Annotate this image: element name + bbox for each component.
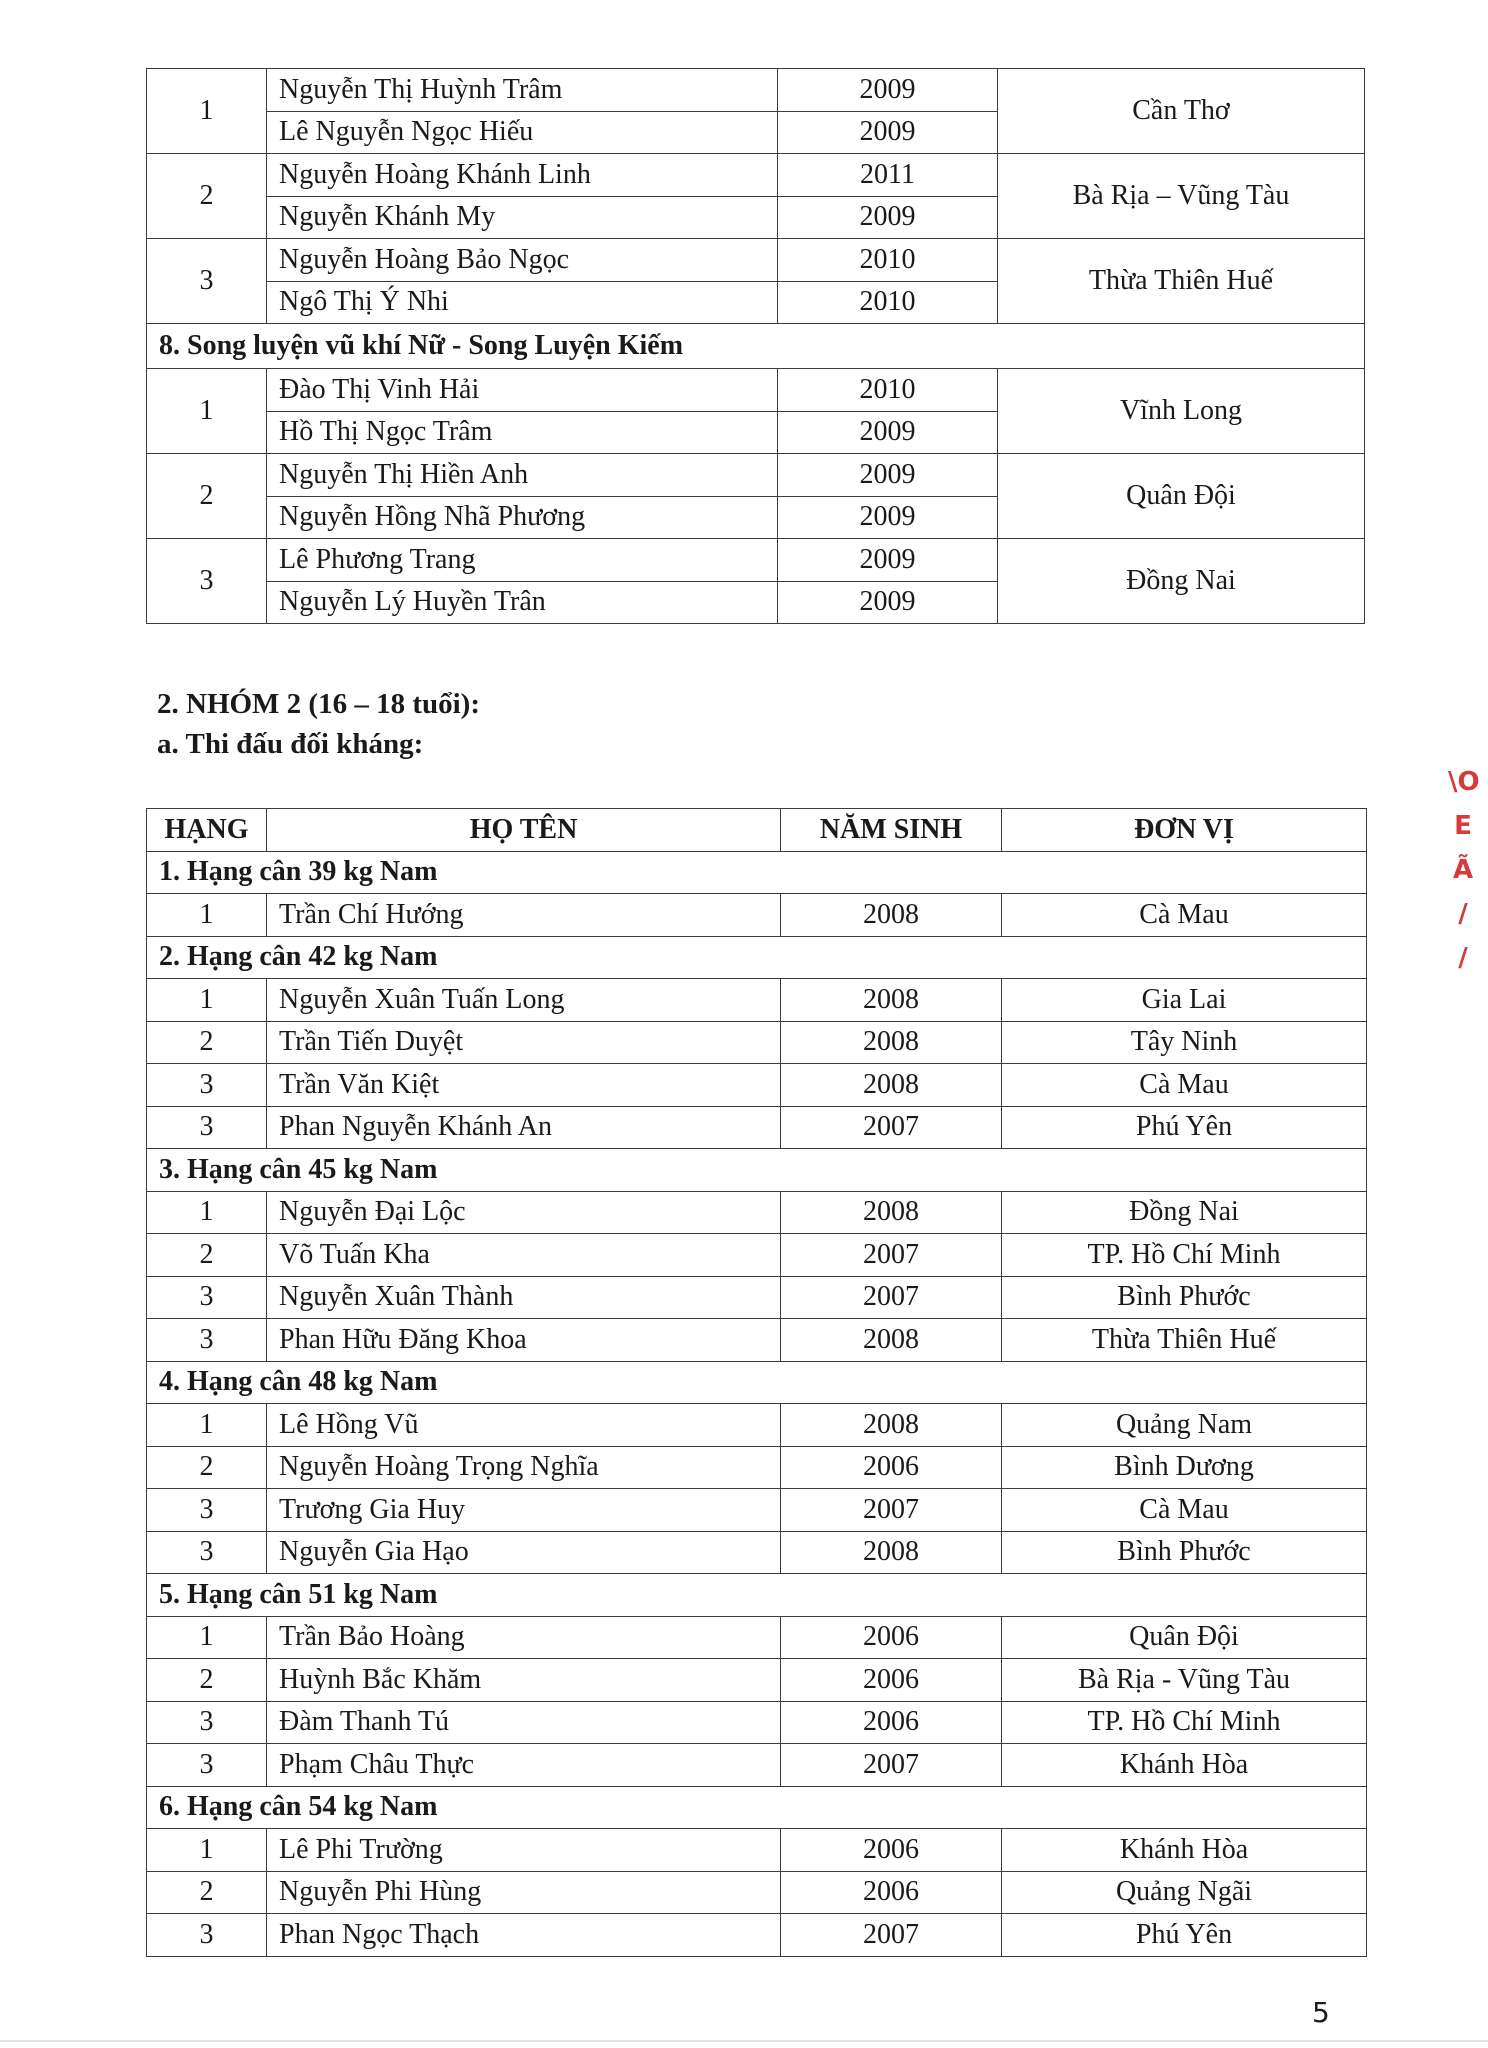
rank-cell: 3 bbox=[147, 539, 267, 624]
athlete-name: Lê Hồng Vũ bbox=[267, 1404, 781, 1447]
table-row bbox=[147, 894, 1367, 937]
athlete-name: Trương Gia Huy bbox=[267, 1489, 781, 1532]
results-table-group2-body bbox=[147, 851, 1367, 1956]
unit-cell: Gia Lai bbox=[1002, 979, 1367, 1022]
athlete-name: Nguyễn Khánh My bbox=[267, 196, 778, 239]
rank-cell: 2 bbox=[147, 1446, 267, 1489]
rank-cell: 3 bbox=[147, 1276, 267, 1319]
athlete-name: Lê Phương Trang bbox=[267, 539, 778, 582]
rank-cell: 3 bbox=[147, 1064, 267, 1107]
athlete-name: Nguyễn Đại Lộc bbox=[267, 1191, 781, 1234]
birth-year: 2008 bbox=[781, 979, 1002, 1022]
table-row bbox=[147, 1829, 1367, 1872]
stamp-glyph: E bbox=[1454, 811, 1472, 841]
birth-year: 2008 bbox=[781, 1531, 1002, 1574]
unit-cell: Bà Rịa - Vũng Tàu bbox=[1002, 1659, 1367, 1702]
athlete-name: Nguyễn Lý Huyền Trân bbox=[267, 581, 778, 624]
unit-cell: Cà Mau bbox=[1002, 894, 1367, 937]
birth-year: 2006 bbox=[781, 1829, 1002, 1872]
athlete-name: Lê Phi Trường bbox=[267, 1829, 781, 1872]
athlete-name: Nguyễn Thị Hiền Anh bbox=[267, 454, 778, 497]
rank-cell: 2 bbox=[147, 1659, 267, 1702]
results-table-group2 bbox=[146, 808, 1367, 1957]
rank-cell: 1 bbox=[147, 1191, 267, 1234]
birth-year: 2006 bbox=[781, 1871, 1002, 1914]
unit-cell: Đồng Nai bbox=[1002, 1191, 1367, 1234]
birth-year: 2006 bbox=[781, 1446, 1002, 1489]
athlete-name: Nguyễn Xuân Thành bbox=[267, 1276, 781, 1319]
birth-year: 2009 bbox=[778, 69, 998, 112]
header-year: NĂM SINH bbox=[781, 809, 1002, 852]
section-row bbox=[147, 851, 1367, 894]
birth-year: 2006 bbox=[781, 1701, 1002, 1744]
red-margin-stamp bbox=[1448, 760, 1478, 980]
section-row bbox=[147, 324, 1365, 369]
unit-cell: Thừa Thiên Huế bbox=[998, 239, 1365, 324]
athlete-name: Trần Chí Hướng bbox=[267, 894, 781, 937]
section-row bbox=[147, 1149, 1367, 1192]
rank-cell: 2 bbox=[147, 1234, 267, 1277]
unit-cell: TP. Hồ Chí Minh bbox=[1002, 1234, 1367, 1277]
athlete-name: Ngô Thị Ý Nhi bbox=[267, 281, 778, 324]
athlete-name: Nguyễn Hoàng Trọng Nghĩa bbox=[267, 1446, 781, 1489]
section-title: 5. Hạng cân 51 kg Nam bbox=[147, 1574, 1367, 1617]
table-row bbox=[147, 1106, 1367, 1149]
table-row bbox=[147, 1064, 1367, 1107]
rank-cell: 2 bbox=[147, 454, 267, 539]
unit-cell: Quảng Ngãi bbox=[1002, 1871, 1367, 1914]
table-row bbox=[147, 1191, 1367, 1234]
rank-cell: 3 bbox=[147, 1701, 267, 1744]
athlete-name: Nguyễn Gia Hạo bbox=[267, 1531, 781, 1574]
birth-year: 2008 bbox=[781, 1064, 1002, 1107]
stamp-glyph: / bbox=[1458, 943, 1468, 973]
table-row bbox=[147, 539, 1365, 582]
section-row bbox=[147, 1361, 1367, 1404]
group-heading: 2. NHÓM 2 (16 – 18 tuổi): bbox=[157, 688, 480, 720]
birth-year: 2009 bbox=[778, 496, 998, 539]
table-row bbox=[147, 1616, 1367, 1659]
rank-cell: 3 bbox=[147, 1106, 267, 1149]
birth-year: 2009 bbox=[778, 581, 998, 624]
page-bottom-rule bbox=[0, 2040, 1488, 2042]
unit-cell: Bình Dương bbox=[1002, 1446, 1367, 1489]
athlete-name: Nguyễn Hồng Nhã Phương bbox=[267, 496, 778, 539]
birth-year: 2009 bbox=[778, 111, 998, 154]
results-table-continued-body bbox=[147, 69, 1365, 624]
rank-cell: 3 bbox=[147, 1319, 267, 1362]
birth-year: 2006 bbox=[781, 1616, 1002, 1659]
birth-year: 2007 bbox=[781, 1914, 1002, 1957]
unit-cell: Quân Đội bbox=[1002, 1616, 1367, 1659]
rank-cell: 1 bbox=[147, 1829, 267, 1872]
unit-cell: Vĩnh Long bbox=[998, 369, 1365, 454]
birth-year: 2007 bbox=[781, 1489, 1002, 1532]
stamp-glyph: \O bbox=[1448, 767, 1480, 797]
birth-year: 2008 bbox=[781, 1021, 1002, 1064]
table-row bbox=[147, 979, 1367, 1022]
birth-year: 2008 bbox=[781, 1191, 1002, 1234]
results-table-continued bbox=[146, 68, 1365, 624]
unit-cell: Cần Thơ bbox=[998, 69, 1365, 154]
athlete-name: Đào Thị Vinh Hải bbox=[267, 369, 778, 412]
birth-year: 2010 bbox=[778, 281, 998, 324]
unit-cell: Đồng Nai bbox=[998, 539, 1365, 624]
table-row bbox=[147, 1489, 1367, 1532]
athlete-name: Trần Tiến Duyệt bbox=[267, 1021, 781, 1064]
rank-cell: 2 bbox=[147, 1871, 267, 1914]
athlete-name: Lê Nguyễn Ngọc Hiếu bbox=[267, 111, 778, 154]
table-row bbox=[147, 1276, 1367, 1319]
stamp-glyph: / bbox=[1458, 899, 1468, 929]
athlete-name: Nguyễn Thị Huỳnh Trâm bbox=[267, 69, 778, 112]
header-unit: ĐƠN VỊ bbox=[1002, 809, 1367, 852]
athlete-name: Nguyễn Hoàng Bảo Ngọc bbox=[267, 239, 778, 282]
birth-year: 2006 bbox=[781, 1659, 1002, 1702]
unit-cell: Quảng Nam bbox=[1002, 1404, 1367, 1447]
unit-cell: Bà Rịa – Vũng Tàu bbox=[998, 154, 1365, 239]
section-title: 3. Hạng cân 45 kg Nam bbox=[147, 1149, 1367, 1192]
table-row bbox=[147, 69, 1365, 112]
table-row bbox=[147, 1319, 1367, 1362]
birth-year: 2011 bbox=[778, 154, 998, 197]
section-title: 4. Hạng cân 48 kg Nam bbox=[147, 1361, 1367, 1404]
unit-cell: Khánh Hòa bbox=[1002, 1829, 1367, 1872]
birth-year: 2009 bbox=[778, 411, 998, 454]
section-title: 6. Hạng cân 54 kg Nam bbox=[147, 1786, 1367, 1829]
birth-year: 2010 bbox=[778, 369, 998, 412]
header-name: HỌ TÊN bbox=[267, 809, 781, 852]
birth-year: 2008 bbox=[781, 1404, 1002, 1447]
table-row bbox=[147, 154, 1365, 197]
birth-year: 2007 bbox=[781, 1234, 1002, 1277]
rank-cell: 1 bbox=[147, 69, 267, 154]
table-row bbox=[147, 1871, 1367, 1914]
rank-cell: 1 bbox=[147, 979, 267, 1022]
athlete-name: Huỳnh Bắc Khăm bbox=[267, 1659, 781, 1702]
table-row bbox=[147, 1404, 1367, 1447]
rank-cell: 3 bbox=[147, 1489, 267, 1532]
athlete-name: Nguyễn Hoàng Khánh Linh bbox=[267, 154, 778, 197]
athlete-name: Đàm Thanh Tú bbox=[267, 1701, 781, 1744]
athlete-name: Trần Văn Kiệt bbox=[267, 1064, 781, 1107]
birth-year: 2008 bbox=[781, 1319, 1002, 1362]
table-row bbox=[147, 1701, 1367, 1744]
unit-cell: Phú Yên bbox=[1002, 1106, 1367, 1149]
table-row bbox=[147, 1446, 1367, 1489]
athlete-name: Võ Tuấn Kha bbox=[267, 1234, 781, 1277]
unit-cell: TP. Hồ Chí Minh bbox=[1002, 1701, 1367, 1744]
athlete-name: Phan Ngọc Thạch bbox=[267, 1914, 781, 1957]
athlete-name: Nguyễn Phi Hùng bbox=[267, 1871, 781, 1914]
rank-cell: 3 bbox=[147, 1914, 267, 1957]
birth-year: 2010 bbox=[778, 239, 998, 282]
rank-cell: 1 bbox=[147, 1616, 267, 1659]
birth-year: 2009 bbox=[778, 196, 998, 239]
birth-year: 2009 bbox=[778, 454, 998, 497]
athlete-name: Phan Hữu Đăng Khoa bbox=[267, 1319, 781, 1362]
table-row bbox=[147, 239, 1365, 282]
unit-cell: Bình Phước bbox=[1002, 1276, 1367, 1319]
rank-cell: 1 bbox=[147, 369, 267, 454]
birth-year: 2008 bbox=[781, 894, 1002, 937]
unit-cell: Tây Ninh bbox=[1002, 1021, 1367, 1064]
table-row bbox=[147, 1914, 1367, 1957]
birth-year: 2007 bbox=[781, 1106, 1002, 1149]
athlete-name: Phan Nguyễn Khánh An bbox=[267, 1106, 781, 1149]
rank-cell: 1 bbox=[147, 894, 267, 937]
table-row bbox=[147, 1234, 1367, 1277]
athlete-name: Trần Bảo Hoàng bbox=[267, 1616, 781, 1659]
rank-cell: 2 bbox=[147, 154, 267, 239]
birth-year: 2009 bbox=[778, 539, 998, 582]
table-row bbox=[147, 1659, 1367, 1702]
unit-cell: Phú Yên bbox=[1002, 1914, 1367, 1957]
section-title: 2. Hạng cân 42 kg Nam bbox=[147, 936, 1367, 979]
rank-cell: 1 bbox=[147, 1404, 267, 1447]
unit-cell: Cà Mau bbox=[1002, 1064, 1367, 1107]
unit-cell: Quân Đội bbox=[998, 454, 1365, 539]
unit-cell: Bình Phước bbox=[1002, 1531, 1367, 1574]
stamp-glyph: Ã bbox=[1452, 855, 1474, 885]
athlete-name: Phạm Châu Thực bbox=[267, 1744, 781, 1787]
unit-cell: Thừa Thiên Huế bbox=[1002, 1319, 1367, 1362]
unit-cell: Cà Mau bbox=[1002, 1489, 1367, 1532]
section-title: 1. Hạng cân 39 kg Nam bbox=[147, 851, 1367, 894]
section-row bbox=[147, 1786, 1367, 1829]
sub-heading: a. Thi đấu đối kháng: bbox=[157, 728, 424, 760]
athlete-name: Nguyễn Xuân Tuấn Long bbox=[267, 979, 781, 1022]
table-row bbox=[147, 454, 1365, 497]
birth-year: 2007 bbox=[781, 1276, 1002, 1319]
birth-year: 2007 bbox=[781, 1744, 1002, 1787]
section-row bbox=[147, 936, 1367, 979]
header-rank: HẠNG bbox=[147, 809, 267, 852]
table-header-row bbox=[147, 809, 1367, 852]
page-number: 5 bbox=[1312, 1996, 1330, 2029]
table-row bbox=[147, 1021, 1367, 1064]
rank-cell: 3 bbox=[147, 1744, 267, 1787]
table-row bbox=[147, 1531, 1367, 1574]
section-row bbox=[147, 1574, 1367, 1617]
table-row bbox=[147, 369, 1365, 412]
unit-cell: Khánh Hòa bbox=[1002, 1744, 1367, 1787]
rank-cell: 2 bbox=[147, 1021, 267, 1064]
rank-cell: 3 bbox=[147, 1531, 267, 1574]
table-row bbox=[147, 1744, 1367, 1787]
athlete-name: Hồ Thị Ngọc Trâm bbox=[267, 411, 778, 454]
rank-cell: 3 bbox=[147, 239, 267, 324]
section-title: 8. Song luyện vũ khí Nữ - Song Luyện Kiếm bbox=[147, 324, 1365, 369]
